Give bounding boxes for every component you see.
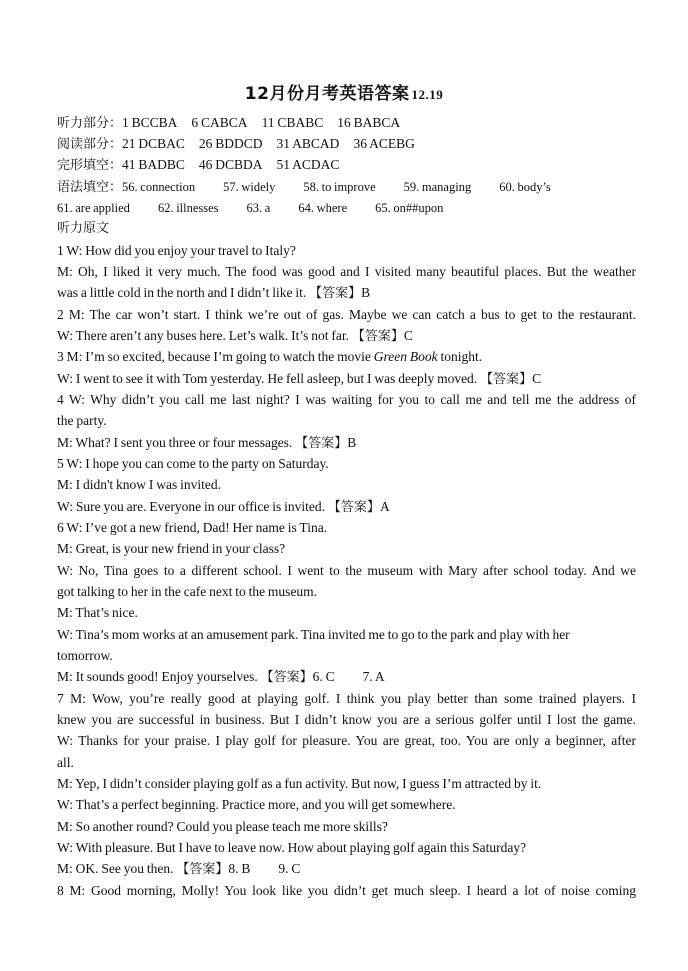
transcript-line: M: That’s nice.: [57, 605, 138, 620]
grammar-item: 60. body’s: [499, 180, 551, 194]
grammar-item: 56. connection: [122, 180, 196, 194]
transcript-line: M: Oh, I liked it very much. The food was good and I visited many beautiful places. But the weather: [57, 264, 636, 279]
grammar-item: 58. to improve: [303, 180, 376, 194]
answer-group: 26 BDDCD: [198, 136, 263, 151]
answer-row-listening: [57, 114, 636, 133]
transcript-line: 8 M: Good morning, Molly! You look like you didn’t get much sleep. I heard a lot of noise coming: [57, 883, 636, 898]
grammar-item: 62. illnesses: [157, 201, 219, 215]
answer-value: B: [347, 435, 357, 450]
answer-group: 46 DCBDA: [198, 157, 263, 172]
transcript-line: W: With pleasure. But I have to leave now. How about playing golf again this Saturday?: [57, 840, 527, 855]
answer-group: 11 CBABC: [261, 115, 324, 130]
transcript-line: W: That’s a perfect beginning. Practice more, and you will get somewhere.: [57, 797, 456, 812]
answer-group: 31 ABCAD: [276, 136, 340, 151]
answer-group: 36 ACEBG: [353, 136, 415, 151]
transcript-line: knew you are successful in business. But I didn’t know you are a serious golfer until I lost the game.: [57, 712, 636, 727]
transcript-line: 5 W: I hope you can come to the party on Saturday.: [57, 456, 329, 471]
title-main: 12月份月考英语答案: [244, 84, 410, 104]
grammar-item: 64. where: [298, 201, 348, 215]
answer-label: 语法填空：: [57, 180, 123, 195]
answer-label: 听力部分：: [57, 116, 123, 131]
grammar-item: 57. widely: [223, 180, 276, 194]
answer-group: 21 DCBAC: [122, 136, 185, 151]
answer-value: B: [361, 285, 371, 300]
grammar-item: 63. a: [246, 201, 271, 215]
answer-value: 6. C: [312, 669, 335, 684]
answer-tag: 【答案】: [176, 862, 229, 877]
transcript-line: 2 M: The car won’t start. I think we’re out of gas. Maybe we can catch a bus to get to the restaurant.: [57, 307, 636, 322]
answer-value: A: [379, 499, 390, 514]
answer-tag: 【答案】: [309, 286, 362, 301]
transcript-line: tomorrow.: [57, 648, 113, 663]
transcript-line: W: Thanks for your praise. I play golf for pleasure. You are great, too. You are only a beginner, after: [57, 733, 636, 748]
transcript-line: 4 W: Why didn’t you call me last night? I was waiting for you to call me and tell me the address of: [57, 392, 636, 407]
answer-row-grammar-2: [57, 199, 636, 217]
answer-value: C: [532, 371, 542, 386]
answer-value: C: [403, 328, 413, 343]
page-title: [0, 79, 688, 104]
transcript-line: M: Yep, I didn’t consider playing golf as a fun activity. But now, I guess I’m attracted by it.: [57, 776, 542, 791]
grammar-item: 59. managing: [403, 180, 472, 194]
transcript-line: 3 M: I’m so excited, because I’m going to watch the movie Green Book tonight.: [57, 349, 483, 364]
transcript-line: the party.: [57, 413, 107, 428]
transcript-line: got talking to her in the cafe next to the museum.: [57, 584, 318, 599]
answer-group: 6 CABCA: [191, 115, 248, 130]
answer-group: 1 BCCBA: [122, 115, 178, 130]
transcript-line: M: It sounds good! Enjoy yourselves. 【答案】6. C 7. A: [57, 669, 385, 685]
transcript-line: W: No, Tina goes to a different school. I went to the museum with Mary after school today. And we: [57, 563, 636, 578]
grammar-item: 61. are applied: [57, 201, 130, 215]
answer-tag: 【答案】: [260, 670, 313, 685]
transcript-line: W: Tina’s mom works at an amusement park. Tina invited me to go to the park and play with her: [57, 627, 570, 642]
answer-value: 9. C: [278, 861, 301, 876]
transcript-heading: 听力原文: [57, 221, 110, 236]
transcript-line: M: What? I sent you three or four messages. 【答案】B: [57, 435, 357, 451]
movie-title: Green Book: [373, 349, 438, 364]
transcript-line: W: I went to see it with Tom yesterday. He fell asleep, but I was deeply moved. 【答案】C: [57, 371, 542, 387]
answer-group: 16 BABCA: [337, 115, 401, 130]
answer-value: 7. A: [362, 669, 385, 684]
answer-row-reading: [57, 135, 636, 154]
answer-group: 41 BADBC: [122, 157, 185, 172]
transcript-line: M: Great, is your new friend in your class?: [57, 541, 286, 556]
transcript-line: M: So another round? Could you please teach me more skills?: [57, 819, 388, 834]
answer-group: 51 ACDAC: [276, 157, 340, 172]
answer-value: 8. B: [228, 861, 251, 876]
grammar-item: 65. on##upon: [375, 201, 444, 215]
answer-label: 完形填空：: [57, 158, 123, 173]
transcript-line: M: OK. See you then. 【答案】8. B 9. C: [57, 861, 301, 877]
answer-tag: 【答案】: [480, 372, 533, 387]
answer-row-cloze: [57, 156, 636, 175]
transcript-line: W: There aren’t any buses here. Let’s walk. It’s not far. 【答案】C: [57, 328, 413, 344]
title-date: 12.19: [411, 87, 444, 102]
transcript-line: 7 M: Wow, you’re really good at playing golf. I think you play better than some trained players. I: [57, 691, 636, 706]
answer-tag: 【答案】: [351, 329, 404, 344]
transcript-line: 6 W: I’ve got a new friend, Dad! Her name is Tina.: [57, 520, 328, 535]
answer-row-grammar: [57, 178, 636, 197]
transcript-line: W: Sure you are. Everyone in our office is invited. 【答案】A: [57, 499, 390, 515]
transcript-line: all.: [57, 755, 74, 770]
transcript-line: was a little cold in the north and I didn’t like it. 【答案】B: [57, 285, 371, 301]
transcript-line: 1 W: How did you enjoy your travel to Italy?: [57, 243, 296, 258]
answer-tag: 【答案】: [295, 436, 348, 451]
answer-label: 阅读部分：: [57, 137, 123, 152]
answer-tag: 【答案】: [327, 500, 380, 515]
transcript-line: M: I didn't know I was invited.: [57, 477, 222, 492]
